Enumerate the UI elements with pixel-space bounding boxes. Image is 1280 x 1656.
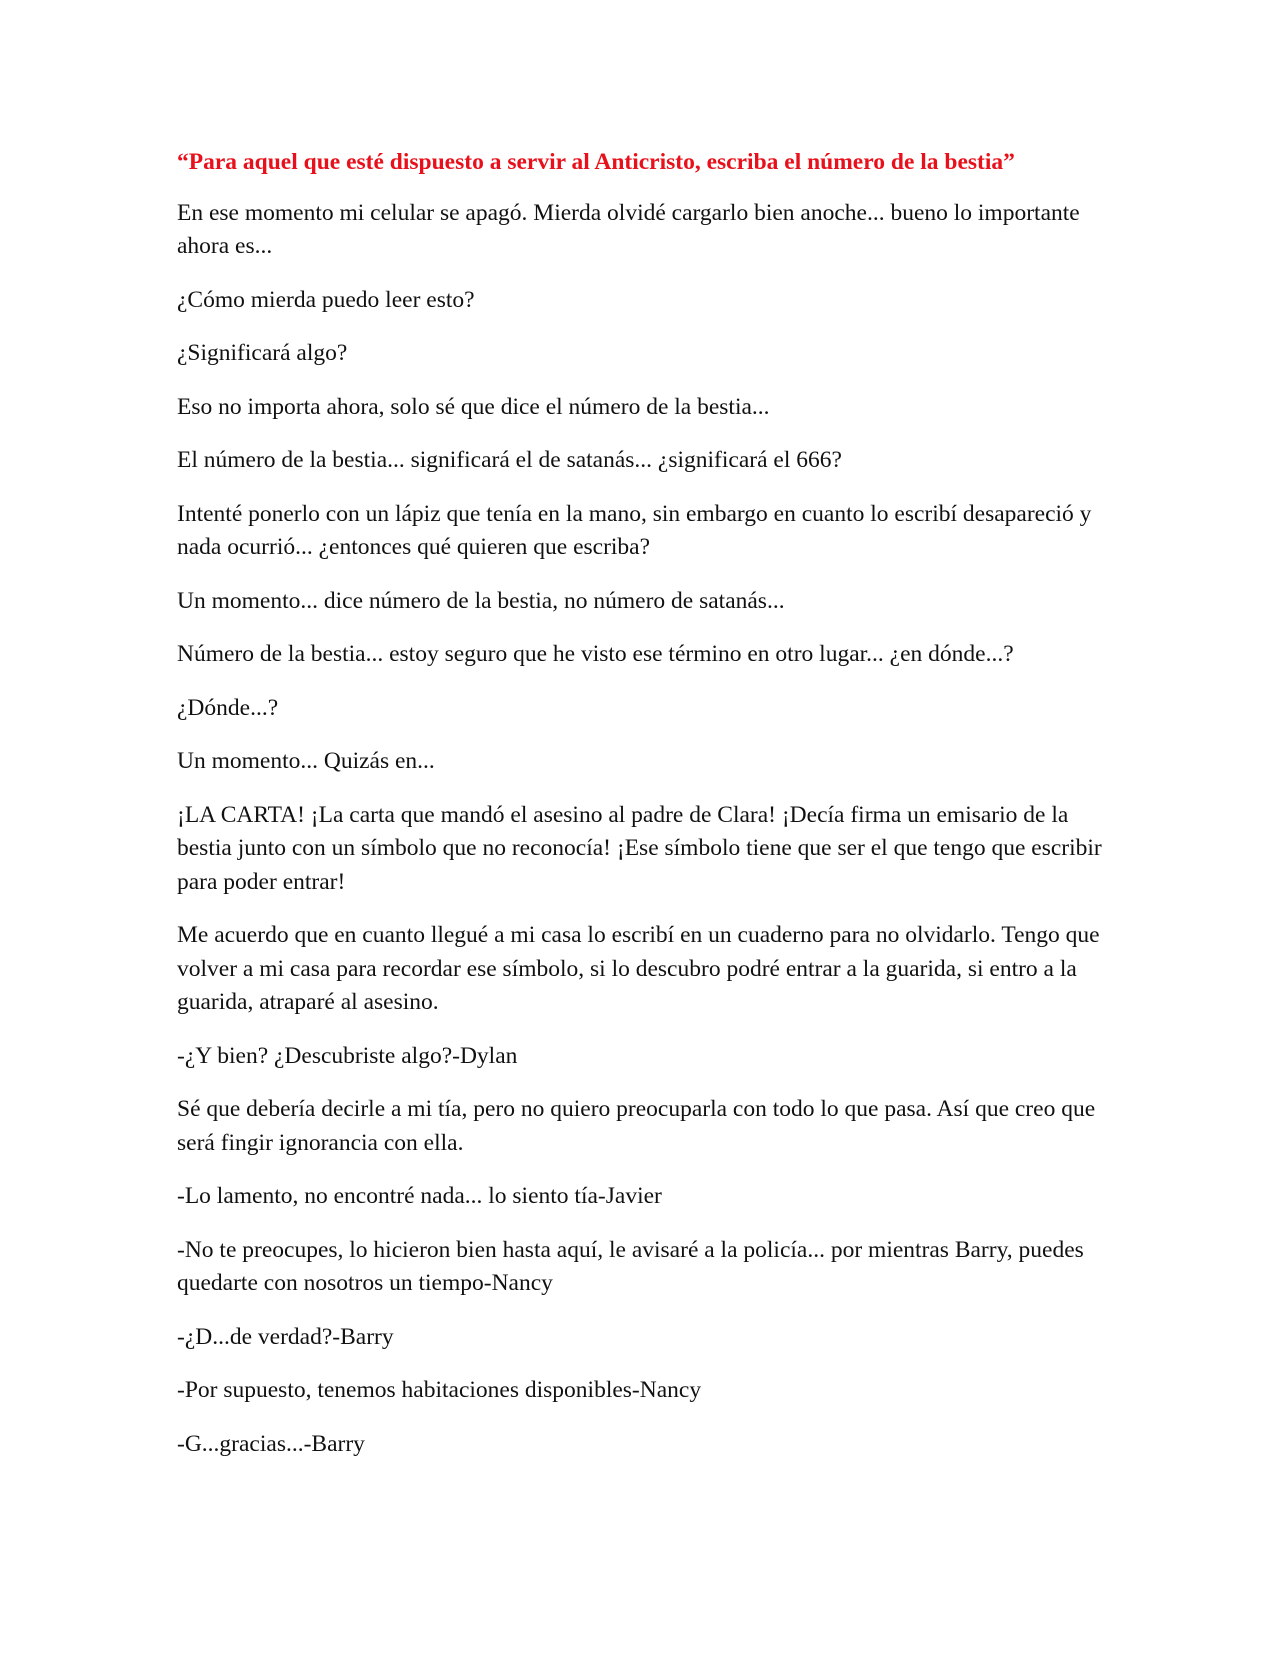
- paragraph-16: -No te preocupes, lo hicieron bien hasta aquí, le avisaré a la policía... por mientras Barry, puedes quedarte con nosotros un tiempo-Nancy: [177, 1236, 1084, 1296]
- paragraph-19: -G...gracias...-Barry: [177, 1430, 365, 1457]
- paragraph-7: Un momento... dice número de la bestia, no número de satanás...: [177, 587, 785, 614]
- paragraph-3: ¿Significará algo?: [177, 340, 348, 366]
- paragraph-9: ¿Dónde...?: [177, 694, 279, 721]
- paragraph-6: Intenté ponerlo con un lápiz que tenía en la mano, sin embargo en cuanto lo escribí desapareció y nada ocurrió... ¿entonces qué quieren que escriba?: [177, 500, 1092, 560]
- paragraph-4: Eso no importa ahora, solo sé que dice el número de la bestia...: [177, 393, 770, 420]
- paragraph-15: -Lo lamento, no encontré nada... lo siento tía-Javier: [177, 1183, 662, 1209]
- paragraph-14: Sé que debería decirle a mi tía, pero no quiero preocuparla con todo lo que pasa. Así que creo que será fingir ignorancia con ella.: [177, 1096, 1096, 1156]
- paragraph-10: Un momento... Quizás en...: [177, 748, 435, 774]
- paragraph-11: ¡LA CARTA! ¡La carta que mandó el asesino al padre de Clara! ¡Decía firma un emisario de la bestia junto con un símbolo que no reconocía! ¡Ese símbolo tiene que ser el que tengo que escribir para poder entrar!: [177, 801, 1102, 895]
- paragraph-1: En ese momento mi celular se apagó. Mierda olvidé cargarlo bien anoche... bueno lo importante ahora es...: [177, 199, 1080, 259]
- paragraph-5: El número de la bestia... significará el de satanás... ¿significará el 666?: [177, 447, 842, 473]
- paragraph-18: -Por supuesto, tenemos habitaciones disponibles-Nancy: [177, 1377, 702, 1403]
- red-heading: “Para aquel que esté dispuesto a servir al Anticristo, escriba el número de la bestia”: [177, 149, 1015, 175]
- paragraph-8: Número de la bestia... estoy seguro que he visto ese término en otro lugar... ¿en dónde...?: [177, 641, 1014, 667]
- document-page: [177, 146, 1107, 1481]
- paragraph-17: -¿D...de verdad?-Barry: [177, 1323, 394, 1350]
- paragraph-2: ¿Cómo mierda puedo leer esto?: [177, 286, 475, 313]
- paragraph-13: -¿Y bien? ¿Descubriste algo?-Dylan: [177, 1042, 518, 1069]
- paragraph-12: Me acuerdo que en cuanto llegué a mi casa lo escribí en un cuaderno para no olvidarlo. Tengo que volver a mi casa para recordar ese símbolo, si lo descubro podré entrar a la guarida, si entro a la guarida, atraparé al asesino.: [177, 922, 1100, 1015]
